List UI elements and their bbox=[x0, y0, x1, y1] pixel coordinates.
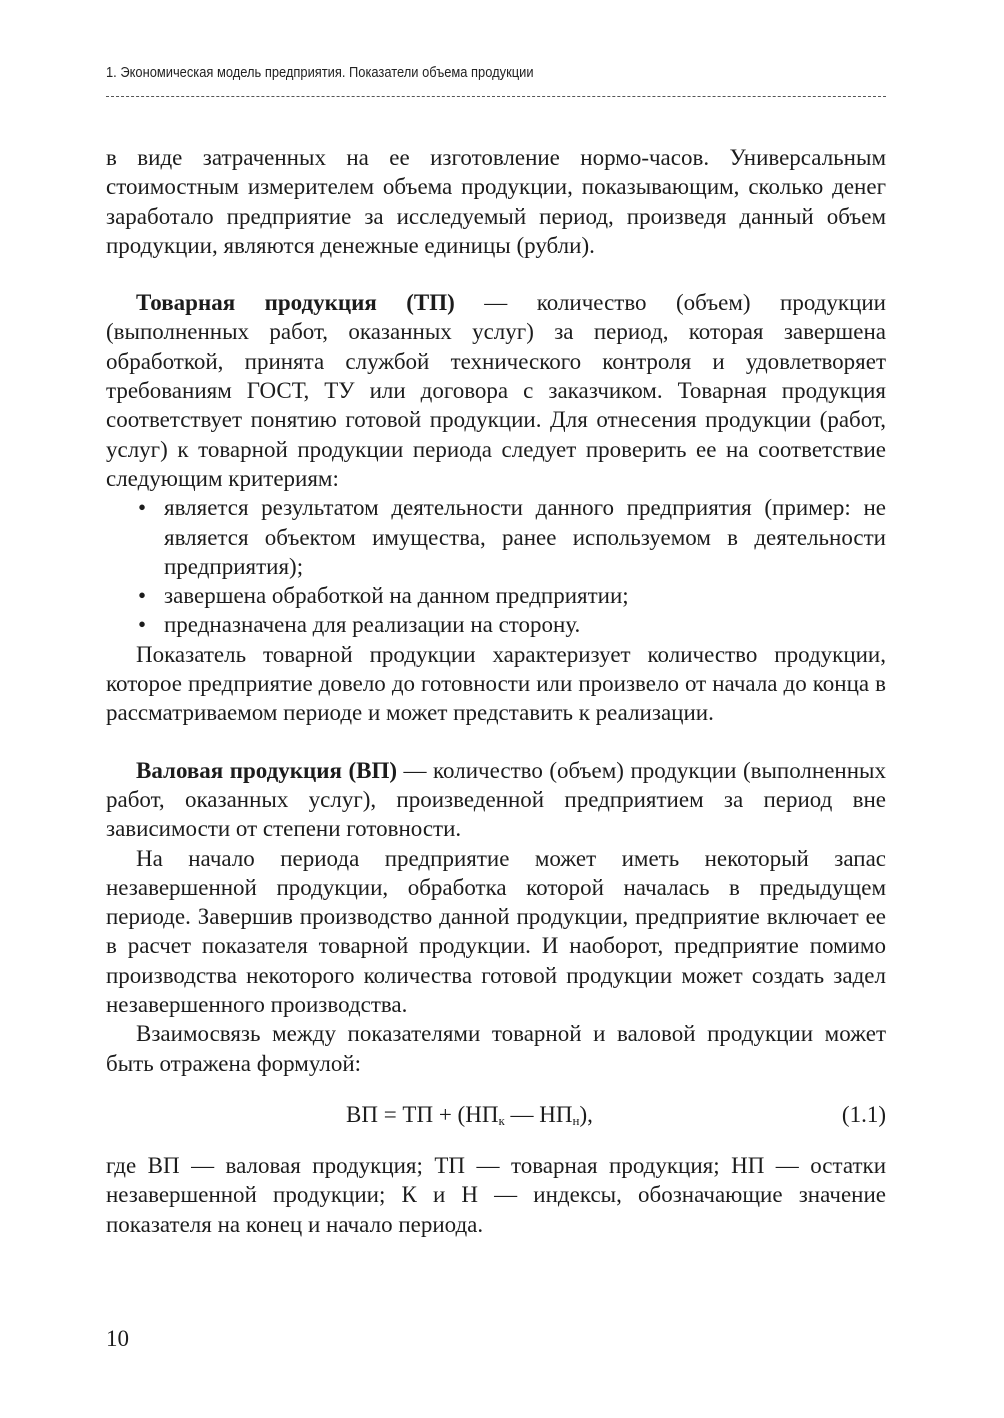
formula-lhs: ВП = ТП + (НП bbox=[346, 1101, 499, 1127]
subscript-n: н bbox=[572, 1112, 580, 1128]
paragraph-relation: Взаимосвязь между показателями товарной и валовой продукции может быть отражена формулой: bbox=[106, 1021, 886, 1076]
page-body bbox=[106, 143, 886, 1239]
paragraph-tp-indicator: Показатель товарной продукции характеризует количество продукции, которое предприятие довело до готовности или произвело от начала до конца в рассматриваемом периоде и может представить к реализации. bbox=[106, 641, 886, 726]
criterion-text: является результатом деятельности данного предприятия (пример: не является объектом имущества, ранее используемом в деятельности предприятия); bbox=[164, 495, 886, 579]
paragraph-legend: где ВП — валовая продукция; ТП — товарная продукция; НП — остатки незавершенной продукции; К и Н — индексы, обозначающие значение показателя на конец и начало периода. bbox=[106, 1152, 886, 1237]
vp-definition-text: — количество (объем) продукции (выполненных работ, оказанных услуг), произведенной предприятием за период вне зависимости от степени готовности. bbox=[106, 757, 886, 842]
criteria-list bbox=[106, 493, 886, 639]
bullet-icon: • bbox=[138, 495, 147, 521]
list-item bbox=[106, 610, 886, 639]
page-number: 10 bbox=[106, 1326, 129, 1351]
bullet-icon: • bbox=[138, 612, 147, 638]
formula-1-1 bbox=[346, 1100, 593, 1129]
formula-tail: ), bbox=[579, 1101, 593, 1127]
term-tovarnaya-produktsiya: Товарная продукция (ТП) bbox=[136, 290, 455, 316]
formula-number: (1.1) bbox=[841, 1101, 886, 1127]
paragraph-work-in-progress: На начало периода предприятие может иметь некоторый запас незавершенной продукции, обработка которой началась в предыдущем периоде. Завершив производство данной продукции, предприятие включает ее в расчет показателя товарной продукции. И наоборот, предприятие помимо производства некоторого количества готовой продукции может создать задел незавершенного производства. bbox=[106, 845, 886, 1018]
paragraph-tp-definition bbox=[106, 288, 886, 493]
list-item bbox=[106, 493, 886, 581]
subscript-k: к bbox=[498, 1112, 505, 1128]
paragraph-vp-definition bbox=[106, 756, 886, 844]
section-gap bbox=[106, 728, 886, 756]
running-header: 1. Экономическая модель предприятия. Показатели объема продукции bbox=[106, 64, 534, 81]
section-gap bbox=[106, 260, 886, 288]
term-valovaya-produktsiya: Валовая продукция (ВП) bbox=[136, 757, 398, 783]
list-item bbox=[106, 581, 886, 610]
criterion-text: предназначена для реализации на сторону. bbox=[164, 612, 581, 638]
bullet-icon: • bbox=[138, 583, 147, 609]
criterion-text: завершена обработкой на данном предприятии; bbox=[164, 583, 629, 609]
header-divider bbox=[106, 96, 886, 97]
tp-definition-text: — количество (объем) продукции (выполненных работ, оказанных услуг) за период, которая завершена обработкой, принята службой технического контроля и удовлетворяет требованиям ГОСТ, ТУ или договора с заказчиком. Товарная продукция соответствует понятию готовой продукции. Для отнесения продукции (работ, услуг) к товарной продукции периода следует проверить ее на соответствие следующим критериям: bbox=[106, 290, 886, 491]
formula-block bbox=[106, 1100, 886, 1129]
formula-mid: — НП bbox=[504, 1101, 573, 1127]
paragraph-units: в виде затраченных на ее изготовление нормо-часов. Универсальным стоимостным измерителем объема продукции, показывающим, сколько денег заработало предприятие за исследуемый период, произведя данный объем продукции, являются денежные единицы (рубли). bbox=[106, 145, 886, 258]
